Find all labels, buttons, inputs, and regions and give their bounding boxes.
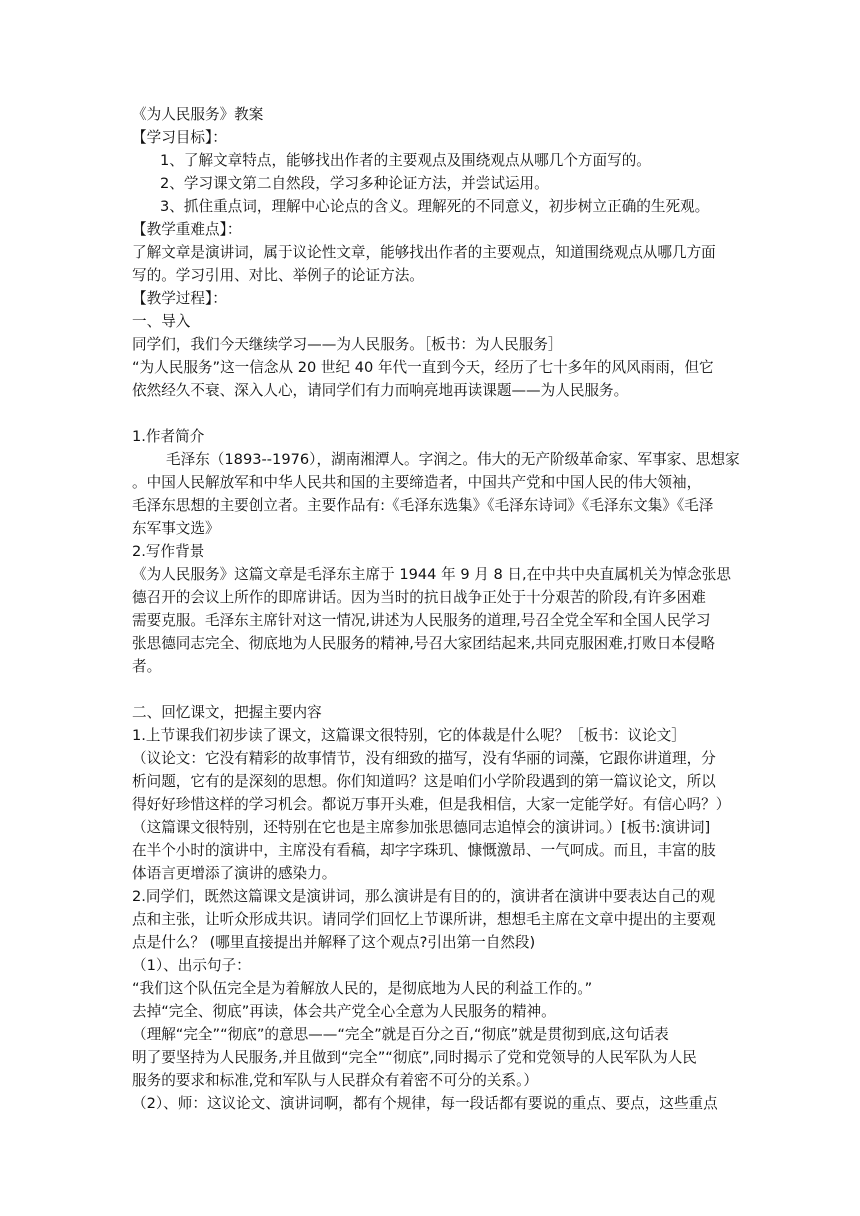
text-line: 明了要坚持为人民服务,并且做到“完全”“彻底”,同时揭示了党和党领导的人民军队为人民 <box>132 1049 697 1066</box>
text-line: （2）、师：这议论文、演讲词啊，都有个规律，每一段话都有要说的重点、要点，这些重点 <box>132 1095 718 1112</box>
text-line: 毛泽东（1893--1976），湖南湘潭人。字润之。伟大的无产阶级革命家、军事家、思想家 <box>166 451 740 468</box>
quoted-sentence: “我们这个队伍完全是为着解放人民的，是彻底地为人民的利益工作的。” <box>132 980 593 997</box>
text-line: 。中国人民解放军和中华人民共和国的主要缔造者，中国共产党和中国人民的伟大领袖， <box>132 474 702 491</box>
text-line: （理解“完全”“彻底”的意思——“完全”就是百分之百,“彻底”就是贯彻到底,这句话表 <box>132 1026 669 1043</box>
text-line: 写的。学习引用、对比、举例子的论证方法。 <box>132 267 424 284</box>
section-heading-key-points: 【教学重难点】： <box>132 221 242 238</box>
text-line: 德召开的会议上所作的即席讲话。因为当时的抗日战争正处于十分艰苦的阶段,有许多困难 <box>132 589 706 606</box>
text-line: 服务的要求和标准,党和军队与人民群众有着密不可分的关系。） <box>132 1072 538 1089</box>
text-line: 点和主张，让听众形成共识。请同学们回忆上节课所讲，想想毛主席在文章中提出的主要观 <box>132 911 716 928</box>
text-line: （1）、出示句子： <box>132 957 251 974</box>
subsection-heading: 1.作者简介 <box>132 428 205 445</box>
text-line: 去掉“完全、彻底”再读，体会共产党全心全意为人民服务的精神。 <box>132 1003 556 1020</box>
text-line: 点是什么？ (哪里直接提出并解释了这个观点?引出第一自然段) <box>132 934 536 951</box>
subsection-heading: 2.写作背景 <box>132 543 205 560</box>
text-line: 东军事文选》 <box>132 520 220 537</box>
text-line: 《为人民服务》这篇文章是毛泽东主席于 1944 年 9 月 8 日,在中共中央直属机关为悼念张思 <box>132 566 731 583</box>
text-line: “为人民服务”这一信念从 20 世纪 40 年代一直到今天，经历了七十多年的风风雨雨，但它 <box>132 359 714 376</box>
text-line: 析问题，它有的是深刻的思想。你们知道吗？这是咱们小学阶段遇到的第一篇议论文，所以 <box>132 773 716 790</box>
text-line: 张思德同志完全、彻底地为人民服务的精神,号召大家团结起来,共同克服困难,打败日本侵略 <box>132 635 716 652</box>
section-heading-goals: 【学习目标】： <box>132 129 227 146</box>
document-title: 《为人民服务》教案 <box>132 106 264 123</box>
text-line: 在半个小时的演讲中，主席没有看稿，却字字珠玑、慷慨激昂、一气呵成。而且，丰富的肢 <box>132 842 716 859</box>
text-line: 得好好珍惜这样的学习机会。都说万事开头难，但是我相信，大家一定能学好。有信心吗？） <box>132 796 731 813</box>
subsection-heading: 一、导入 <box>132 313 191 330</box>
goal-item: 3、抓住重点词，理解中心论点的含义。理解死的不同意义，初步树立正确的生死观。 <box>160 198 710 215</box>
text-line: 1.上节课我们初步读了课文，这篇课文很特别，它的体裁是什么呢？［板书：议论文］ <box>132 727 686 744</box>
text-line: 毛泽东思想的主要创立者。主要作品有:《毛泽东选集》《毛泽东诗词》《毛泽东文集》《毛泽 <box>132 497 714 514</box>
goal-item: 2、学习课文第二自然段，学习多种论证方法，并尝试运用。 <box>160 175 549 192</box>
text-line: 了解文章是演讲词，属于议论性文章，能够找出作者的主要观点，知道围绕观点从哪几方面 <box>132 244 716 261</box>
text-line: 者。 <box>132 658 162 675</box>
subsection-heading: 二、回忆课文，把握主要内容 <box>132 704 322 721</box>
section-heading-process: 【教学过程】： <box>132 290 227 307</box>
text-line: 依然经久不衰、深入人心，请同学们有力而响亮地再读课题——为人民服务。 <box>132 382 629 399</box>
text-line: 体语言更增添了演讲的感染力。 <box>132 865 337 882</box>
text-line: （这篇课文很特别，还特别在它也是主席参加张思德同志追悼会的演讲词。）[板书:演讲词] <box>132 819 711 836</box>
text-line: （议论文：它没有精彩的故事情节，没有细致的描写，没有华丽的词藻，它跟你讲道理，分 <box>132 750 716 767</box>
text-line: 2.同学们，既然这篇课文是演讲词，那么演讲是有目的的，演讲者在演讲中要表达自己的观 <box>132 888 716 905</box>
goal-item: 1、了解文章特点，能够找出作者的主要观点及围绕观点从哪几个方面写的。 <box>160 152 651 169</box>
text-line: 同学们，我们今天继续学习——为人民服务。［板书：为人民服务］ <box>132 336 563 353</box>
text-line: 需要克服。毛泽东主席针对这一情况,讲述为人民服务的道理,号召全党全军和全国人民学习 <box>132 612 711 629</box>
